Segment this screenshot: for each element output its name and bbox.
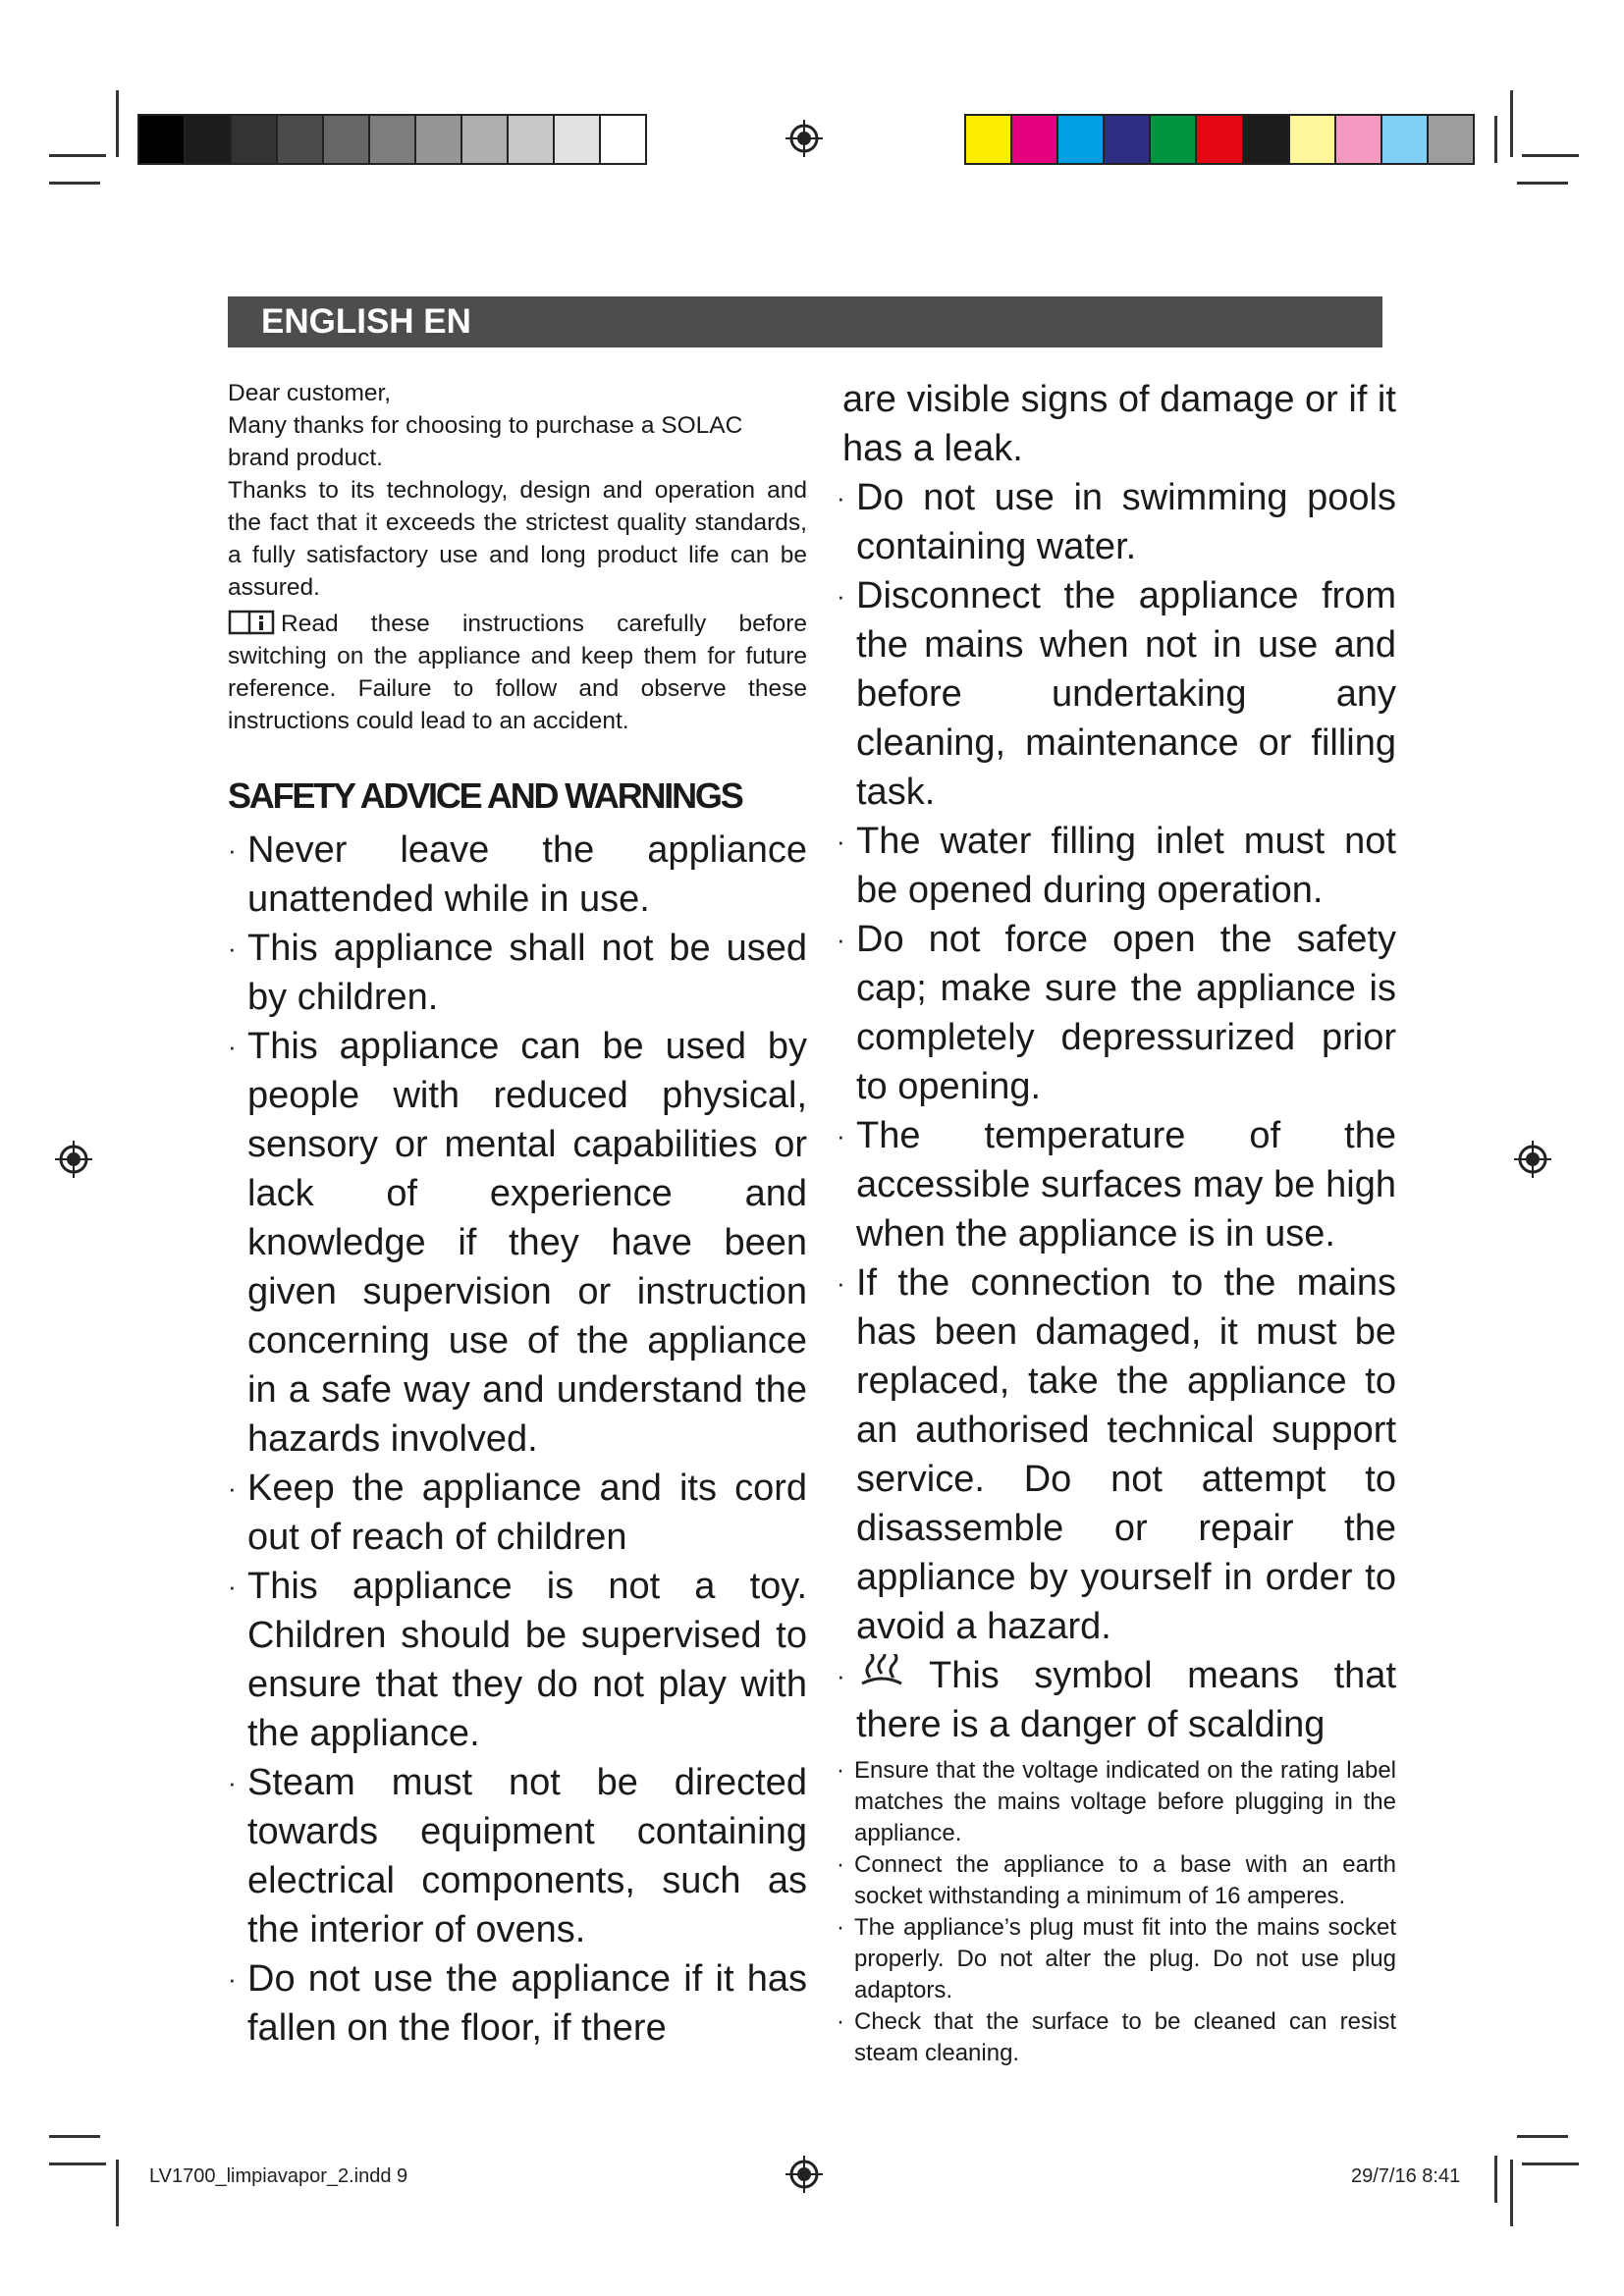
list-item: · Do not force open the safety cap; make sure the appliance is completely depressurized prior to opening. bbox=[837, 919, 1396, 1107]
list-item: · The appliance’s plug must fit into the mains socket properly. Do not alter the plug. Do not use plug adaptors. bbox=[837, 1914, 1396, 2003]
crop-mark bbox=[49, 182, 100, 185]
calibration-swatch bbox=[186, 116, 232, 163]
list-item: · Disconnect the appliance from the mains when not in use and before undertaking any cleaning, maintenance or filling task. bbox=[837, 575, 1396, 813]
list-item-text: Ensure that the voltage indicated on the rating label matches the mains voltage before plugging in the appliance. bbox=[854, 1757, 1396, 1846]
list-item-text: Disconnect the appliance from the mains when not in use and before undertaking any cleaning, maintenance or filling task. bbox=[856, 575, 1396, 813]
list-item-text: Steam must not be directed towards equipment containing electrical components, such as the interior of ovens. bbox=[247, 1762, 807, 1950]
right-column bbox=[837, 375, 1396, 2069]
gray-calibration-strip bbox=[137, 114, 647, 165]
registration-mark-icon bbox=[1514, 1141, 1551, 1178]
calibration-swatch bbox=[462, 116, 509, 163]
crop-mark bbox=[1522, 154, 1579, 157]
list-item: · This symbol means that there is a danger of scalding bbox=[837, 1651, 1396, 1749]
crop-mark bbox=[49, 2163, 106, 2165]
calibration-swatch bbox=[1105, 116, 1151, 163]
calibration-swatch bbox=[1151, 116, 1197, 163]
crop-mark bbox=[116, 2160, 119, 2226]
calibration-swatch bbox=[1197, 116, 1243, 163]
list-item-text: Keep the appliance and its cord out of reach of children bbox=[247, 1468, 807, 1558]
intro-text bbox=[228, 377, 807, 604]
calibration-swatch bbox=[1429, 116, 1473, 163]
read-instructions-note bbox=[228, 608, 807, 737]
list-item: · Check that the surface to be cleaned can resist steam cleaning. bbox=[837, 2008, 1396, 2066]
list-item: · This appliance can be used by people with reduced physical, sensory or mental capabilities or lack of experience and knowledge if they have been given supervision or instruction concerning use of the appliance in a safe way and understand the hazards involved. bbox=[228, 1026, 807, 1460]
list-item-text: Do not use in swimming pools containing water. bbox=[856, 477, 1396, 567]
open-book-info-icon bbox=[228, 608, 275, 635]
safety-title: SAFETY ADVICE AND WARNINGS bbox=[228, 775, 742, 816]
read-instructions-text: Read these instructions carefully before switching on the appliance and keep them for future reference. Failure to follow and observe these instructions could lead to an accident. bbox=[228, 611, 807, 734]
calibration-swatch bbox=[1244, 116, 1290, 163]
list-item-text: This appliance can be used by people with reduced physical, sensory or mental capabilities or lack of experience and knowledge if they have been given supervision or instruction concerning use of the appliance in a safe way and understand the hazards involved. bbox=[247, 1026, 807, 1460]
calibration-swatch bbox=[139, 116, 186, 163]
footer-file-name: LV1700_limpiavapor_2.indd 9 bbox=[149, 2165, 408, 2187]
list-item: · This appliance shall not be used by children. bbox=[228, 928, 807, 1018]
list-item: · Do not use the appliance if it has fallen on the floor, if there bbox=[228, 1958, 807, 2049]
list-item: · Steam must not be directed towards equipment containing electrical components, such as the interior of ovens. bbox=[228, 1762, 807, 1950]
list-item-text: This appliance is not a toy. Children should be supervised to ensure that they do not play with the appliance. bbox=[247, 1566, 807, 1754]
language-header: ENGLISH EN bbox=[228, 296, 1382, 347]
crop-mark bbox=[1510, 2160, 1513, 2226]
list-item-text: Do not force open the safety cap; make sure the appliance is completely depressurized prior to opening. bbox=[856, 919, 1396, 1107]
list-item: · Ensure that the voltage indicated on the rating label matches the mains voltage before plugging in the appliance. bbox=[837, 1757, 1396, 1846]
safety-list-small bbox=[837, 1755, 1396, 2069]
list-item: · Never leave the appliance unattended while in use. bbox=[228, 829, 807, 920]
left-column bbox=[228, 377, 807, 2053]
list-item-text: The appliance’s plug must fit into the mains socket properly. Do not alter the plug. Do not use plug adaptors. bbox=[854, 1914, 1396, 2003]
calibration-swatch bbox=[966, 116, 1012, 163]
calibration-swatch bbox=[324, 116, 370, 163]
registration-mark-icon bbox=[785, 120, 823, 157]
list-item-text: The water filling inlet must not be opened during operation. bbox=[856, 821, 1396, 911]
list-item: · Do not use in swimming pools containing water. bbox=[837, 477, 1396, 567]
color-calibration-strip bbox=[964, 114, 1475, 165]
crop-mark bbox=[1517, 182, 1568, 185]
crop-mark bbox=[49, 154, 106, 157]
registration-mark-icon bbox=[785, 2156, 823, 2193]
calibration-swatch bbox=[232, 116, 278, 163]
crop-mark bbox=[116, 90, 119, 157]
quality-paragraph: Thanks to its technology, design and operation and the fact that it exceeds the strictest quality standards, a fully satisfactory use and long product life can be assured. bbox=[228, 477, 807, 601]
footer-timestamp: 29/7/16 8:41 bbox=[1351, 2165, 1461, 2187]
calibration-swatch bbox=[370, 116, 416, 163]
registration-mark-icon bbox=[55, 1141, 92, 1178]
list-item-text: This appliance shall not be used by children. bbox=[247, 928, 807, 1018]
crop-mark bbox=[49, 2135, 100, 2138]
calibration-swatch bbox=[1290, 116, 1336, 163]
greeting: Dear customer, bbox=[228, 380, 392, 406]
list-item-text: This symbol means that there is a danger of scalding bbox=[856, 1655, 1396, 1745]
list-item-text: Check that the surface to be cleaned can resist steam cleaning. bbox=[854, 2008, 1396, 2066]
calibration-swatch bbox=[601, 116, 645, 163]
thanks-paragraph: Many thanks for choosing to purchase a SOLAC brand product. bbox=[228, 412, 743, 471]
list-item: · If the connection to the mains has been damaged, it must be replaced, take the appliance to an authorised technical support service. Do not attempt to disassemble or repair the appliance by yourself in order to avoid a hazard. bbox=[837, 1262, 1396, 1647]
calibration-swatch bbox=[278, 116, 324, 163]
calibration-swatch bbox=[509, 116, 555, 163]
calibration-swatch bbox=[1012, 116, 1058, 163]
list-item-text: Never leave the appliance unattended while in use. bbox=[247, 829, 807, 920]
list-item: · The water filling inlet must not be opened during operation. bbox=[837, 821, 1396, 911]
safety-list-right bbox=[837, 473, 1396, 1749]
crop-mark bbox=[1494, 116, 1497, 163]
crop-mark bbox=[1510, 90, 1513, 157]
calibration-swatch bbox=[1058, 116, 1105, 163]
list-item-text: Connect the appliance to a base with an earth socket withstanding a minimum of 16 amperes. bbox=[854, 1851, 1396, 1909]
list-item-text: If the connection to the mains has been damaged, it must be replaced, take the appliance to an authorised technical support service. Do not attempt to disassemble or repair the appliance by yourself in order to avoid a hazard. bbox=[856, 1262, 1396, 1647]
continued-text: are visible signs of damage or if it has a leak. bbox=[842, 379, 1396, 469]
calibration-swatch bbox=[1382, 116, 1429, 163]
calibration-swatch bbox=[416, 116, 462, 163]
calibration-swatch bbox=[1336, 116, 1382, 163]
calibration-swatch bbox=[555, 116, 601, 163]
list-item-text: The temperature of the accessible surfaces may be high when the appliance is in use. bbox=[856, 1115, 1396, 1255]
list-item: · Connect the appliance to a base with an earth socket withstanding a minimum of 16 amperes. bbox=[837, 1851, 1396, 1909]
list-item: · Keep the appliance and its cord out of reach of children bbox=[228, 1468, 807, 1558]
list-item: · This appliance is not a toy. Children should be supervised to ensure that they do not play with the appliance. bbox=[228, 1566, 807, 1754]
safety-list-left bbox=[228, 826, 807, 2053]
crop-mark bbox=[1494, 2156, 1497, 2203]
crop-mark bbox=[1517, 2135, 1568, 2138]
list-item: · The temperature of the accessible surfaces may be high when the appliance is in use. bbox=[837, 1115, 1396, 1255]
crop-mark bbox=[1522, 2163, 1579, 2165]
hot-steam-warning-icon bbox=[856, 1654, 907, 1689]
list-item-text: Do not use the appliance if it has fallen on the floor, if there bbox=[247, 1958, 807, 2049]
